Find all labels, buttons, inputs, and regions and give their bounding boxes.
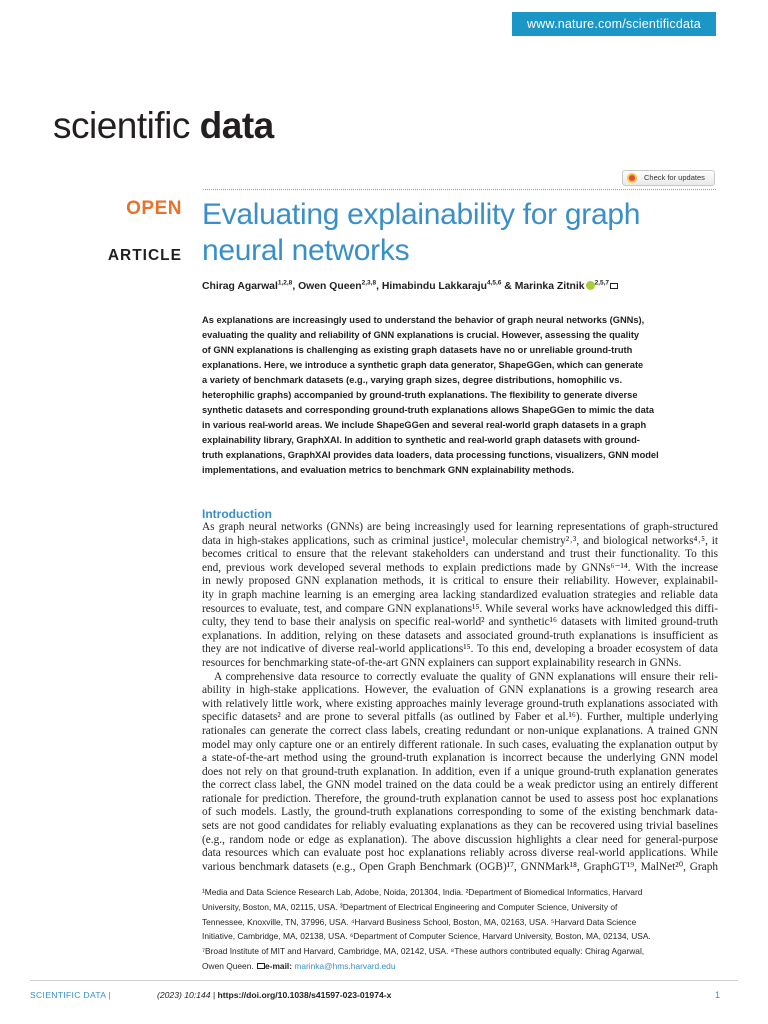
affiliation-line: ¹Media and Data Science Research Lab, Adobe, Noida, 201304, India. ²Department of Biomedical Informatics, Harvard	[202, 887, 643, 897]
abstract-line: in various real-world areas. We include ShapeGGen and several real-world graph datasets in a graph	[202, 420, 647, 430]
body-line: resources for benchmarking state-of-the-art GNN explainers can support explainability research in GNNs.	[202, 656, 682, 669]
body-line: end, previous work developed several methods to explain predictions made by GNNs⁶⁻¹⁴. With the increase	[202, 561, 718, 574]
abstract-line: synthetic datasets and corresponding ground-truth explanations allows ShapeGGen to mimic the data	[202, 405, 655, 415]
section-heading-introduction: Introduction	[202, 507, 272, 521]
body-line: rationales can generate the correct class labels, creating redundant or non-unique explanations. A trained GNN	[202, 724, 718, 737]
author-affil-sup: 4,5,6	[486, 279, 502, 287]
title-line: neural networks	[202, 234, 410, 267]
body-line: they are not indicative of diverse real-world applications¹⁵. To this end, developing a broader ecosystem of data	[202, 643, 718, 656]
check-for-updates-button[interactable]	[622, 170, 715, 186]
author-name[interactable]: , Himabindu Lakkaraju	[376, 281, 487, 292]
body-line: culty, they tend to base their analysis on specific real-world² and synthetic¹⁶ datasets with limited ground-truth	[202, 616, 718, 629]
affiliation-line: ⁷Broad Institute of MIT and Harvard, Cambridge, MA, 02142, USA. ⁸These authors contributed equally: Chirag Agarwal,	[202, 946, 645, 957]
body-line: becomes critical to ensure that the relevant stakeholders can understand and trust their functionality. To this	[202, 548, 718, 561]
body-line: data in high-stakes applications, such as criminal justice¹, molecular chemistry²˒³, and biological networks⁴˒⁵, it	[202, 534, 718, 547]
abstract-line: of GNN explanations is challenging as existing graph datasets have no or unreliable ground-truth	[202, 345, 633, 355]
affiliation-line: Initiative, Cambridge, MA, 02138, USA. ⁶Department of Computer Science, Harvard University, Boston, MA, 02134, USA.	[202, 931, 651, 942]
body-line: explanations. In addition, relying on these datasets and associated ground-truth explanations is insufficient as	[202, 629, 718, 642]
abstract	[202, 313, 718, 478]
body-line: various benchmark datasets (e.g., Open Graph Benchmark (OGB)¹⁷, GNNMark¹⁸, GraphGT¹⁹, MalNet²⁰, Graph	[202, 860, 718, 873]
footer-doi-link[interactable]: https://doi.org/10.1038/s41597-023-01974-x	[217, 990, 392, 1000]
footer-journal-name: SCIENTIFIC DATA |	[30, 990, 112, 1000]
journal-logo-bold: data	[199, 105, 274, 146]
email-label: e-mail:	[265, 960, 295, 971]
email-icon	[257, 963, 265, 969]
body-line: As graph neural networks (GNNs) are being increasingly used for learning representations of graph-structured	[202, 521, 718, 533]
footer-citation	[157, 990, 391, 1000]
body-line: of such models. Lastly, the ground-truth explanations corresponding to some of the existing benchmark data-	[202, 806, 718, 819]
body-line: rationale for prediction. Therefore, the ground-truth explanation cannot be used to assess post hoc explanations	[202, 792, 718, 805]
crossmark-icon	[627, 173, 637, 183]
body-line: does not rely on that ground-truth explanation. In addition, even if a unique ground-truth explanation generates	[202, 765, 718, 778]
body-line: in newly proposed GNN explanation methods, it is critical to ensure their reliability. However, explainabil-	[202, 575, 718, 588]
footer-divider	[30, 980, 738, 981]
body-line: the correct class label, the GNN model trained on the data could be a weak predictor using an entirely different	[202, 779, 718, 792]
mail-icon[interactable]	[610, 283, 618, 289]
abstract-line: heterophilic graphs) accompanied by ground-truth explanations. The flexibility to generate diverse	[202, 390, 638, 400]
body-line: with relatively little work, where existing approaches mainly leverage ground-truth explanations associated with	[202, 697, 718, 710]
introduction-body	[202, 521, 718, 874]
article-title	[202, 197, 722, 269]
journal-logo-plain: scientific	[53, 105, 190, 146]
abstract-line: evaluating the quality and reliability of GNN explanations is crucial. However, assessing the quality	[202, 330, 640, 340]
author-list	[202, 280, 722, 294]
abstract-line: explanations. Here, we introduce a synthetic graph data generator, ShapeGGen, which can generate	[202, 360, 644, 370]
abstract-line: a variety of benchmark datasets (e.g., varying graph sizes, degree distributions, homophilic vs.	[202, 375, 623, 385]
header-divider	[203, 189, 716, 190]
journal-url-banner[interactable]: www.nature.com/scientificdata	[512, 12, 716, 36]
author-name[interactable]: Chirag Agarwal	[202, 281, 278, 292]
affiliation-line: Tennessee, Knoxville, TN, 37996, USA. ⁴Harvard Business School, Boston, MA, 02163, USA. ⁵Harvard Data Science	[202, 916, 637, 927]
orcid-icon[interactable]	[586, 281, 595, 290]
abstract-line: implementations, and evaluation metrics to benchmark GNN explainability methods.	[202, 465, 574, 475]
author-affil-sup: 1,2,8	[277, 279, 293, 287]
body-line: a state-of-the-art method using the ground-truth explanation is incorrect because the underlying GNN model	[202, 752, 718, 765]
body-line: sets are not good candidates for reliably evaluating explanations as they can be recovered using trivial baselines	[202, 820, 718, 833]
body-line: specific datasets² and are prone to several pitfalls (as outlined by Faber et al.¹⁶). Further, multiple underlying	[202, 711, 718, 724]
body-line: ity in graph machine learning is an emerging area lacking standardized evaluation strategies and reliable data	[202, 588, 718, 601]
body-line: (e.g., random node or edge as explanation). The above discussion highlights a clear need for general-purpose	[202, 833, 718, 846]
abstract-line: As explanations are increasingly used to understand the behavior of graph neural networks (GNNs),	[202, 315, 645, 325]
author-affil-sup: 2,5,7	[594, 279, 610, 287]
affiliation-contact-line	[202, 959, 718, 974]
affiliation-line: University, Boston, MA, 02115, USA. ³Department of Electrical Engineering and Computer Science, University of	[202, 901, 618, 912]
abstract-line: truth explanations, GraphXAI provides data loaders, data processing functions, visualizers, GNN model	[202, 450, 659, 460]
body-line: resources to evaluate, test, and compare GNN explanations¹⁵. While several works have acknowledged this diffi-	[202, 602, 718, 615]
body-line: model may only capture one or an entirely different rationale. In such cases, evaluating the explanation output by	[202, 738, 718, 751]
article-type-label: ARTICLE	[107, 247, 182, 264]
author-name[interactable]: , Owen Queen	[292, 281, 362, 292]
open-access-label: OPEN	[126, 198, 182, 219]
body-line: A comprehensive data resource to correctly evaluate the quality of GNN explanations will ensure their reli-	[214, 670, 718, 683]
author-affil-sup: 2,3,8	[361, 279, 377, 287]
affiliation-tail: Owen Queen.	[202, 960, 257, 971]
body-line: data resources which can evaluate post hoc explanations reliably across diverse real-world applications. While	[202, 847, 718, 860]
title-line: Evaluating explainability for graph	[202, 198, 641, 231]
author-name[interactable]: & Marinka Zitnik	[501, 281, 585, 292]
affiliations	[202, 885, 718, 974]
journal-logo	[53, 104, 274, 148]
page-number: 1	[714, 990, 720, 1000]
check-for-updates-label: Check for updates	[644, 173, 705, 182]
footer-volume: (2023) 10:144 |	[157, 990, 218, 1000]
body-line: ability in high-stake applications. However, the evaluation of GNN explanations is a growing research area	[202, 684, 718, 697]
corresponding-email-link[interactable]: marinka@hms.harvard.edu	[294, 960, 396, 971]
abstract-line: explainability library, GraphXAI. In addition to synthetic and real-world graph datasets with ground-	[202, 435, 640, 445]
